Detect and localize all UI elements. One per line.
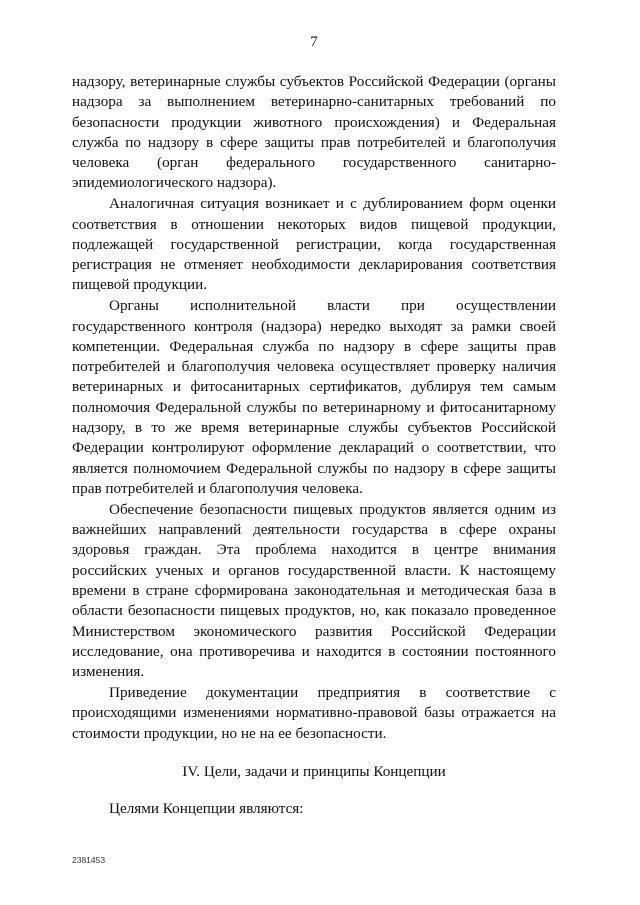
paragraph-competence: Органы исполнительной власти при осуществлении государственного контроля (надзора) нередко выходят за рамки своей компетенции. Федеральная служба по надзору в сфере защиты прав потребителей и благополучия человека осуществляет проверку наличия ветеринарных и фитосанитарных сертификатов, дублируя тем самым полномочия Федеральной службы по ветеринарному и фитосанитарному надзору, в то же время ветеринарные службы субъектов Российской Федерации контролируют оформление деклараций о соответствии, что является полномочием Федеральной службы по надзору в сфере защиты прав потребителей и благополучия человека. — [72, 297, 556, 497]
footer-document-id: 2381453 — [72, 855, 106, 865]
paragraph-duplication: Аналогичная ситуация возникает и с дублированием форм оценки соответствия в отношении некоторых видов пищевой продукции, подлежащей государственной регистрации, когда государственная регистрация не отменяет необходимости декларирования соответствия пищевой продукции. — [72, 195, 556, 294]
paragraph-documentation: Приведение документации предприятия в соответствие с происходящими изменениями нормативно-правовой базы отражается на стоимости продукции, но не на ее безопасности. — [72, 683, 556, 742]
goals-intro: Целями Концепции являются: — [109, 800, 304, 818]
paragraph-food-safety: Обеспечение безопасности пищевых продуктов является одним из важнейших направлений деятельности государства в сфере охраны здоровья граждан. Эта проблема находится в центре внимания российских ученых и органов государственной власти. К настоящему времени в стране сформирована законодательная и методическая база в области безопасности пищевых продуктов, но, как показало проведенное Министерством экономического развития Российской Федерации исследование, она противоречива и находится в состоянии постоянного изменения. — [72, 500, 556, 681]
document-body — [72, 72, 556, 819]
section-heading: IV. Цели, задачи и принципы Концепции — [182, 762, 446, 780]
page-number: 7 — [310, 34, 318, 50]
paragraph-continuation: надзору, ветеринарные службы субъектов Российской Федерации (органы надзора за выполнением ветеринарно-санитарных требований по безопасности продукции животного происхождения) и Федеральная служба по надзору в сфере защиты прав потребителей и благополучия человека (орган федерального государственного санитарно-эпидемиологического надзора). — [72, 73, 556, 192]
